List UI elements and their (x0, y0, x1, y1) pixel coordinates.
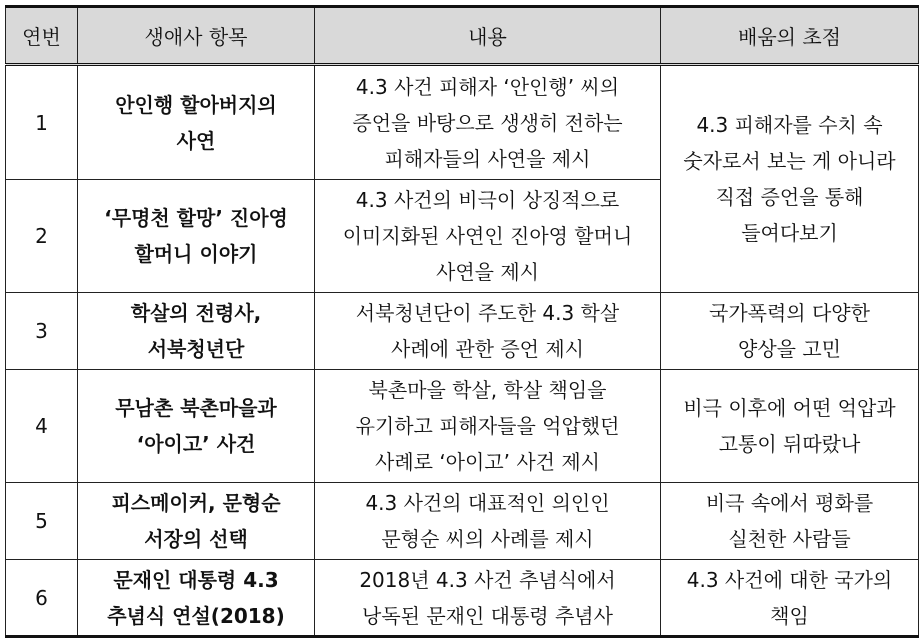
item-line: 학살의 전령사, (130, 301, 262, 325)
row-content (315, 370, 661, 483)
header-number: 연번 (6, 7, 78, 65)
row-number: 6 (6, 560, 78, 637)
content-line: 증언을 바탕으로 생생히 전하는 (352, 110, 623, 135)
item-line: 서북청년단 (147, 337, 245, 361)
focus-line: 직접 증언을 통해 (715, 185, 864, 209)
content-line: 이미지화된 사연인 진아영 할머니 (342, 224, 633, 248)
row-content (315, 180, 661, 293)
row-item (78, 180, 315, 293)
content-line: 유기하고 피해자들을 억압했던 (355, 414, 620, 438)
row-item (78, 483, 315, 560)
row-content (315, 65, 661, 180)
row-item (78, 560, 315, 637)
row-number: 5 (6, 483, 78, 560)
item-line: 할머니 이야기 (134, 242, 258, 266)
item-line: 안인행 할아버지의 (115, 92, 277, 117)
content-line: 피해자들의 사연을 제시 (384, 146, 591, 171)
row-number: 3 (6, 293, 78, 370)
row-item (78, 293, 315, 370)
content-line: 낭독된 문재인 대통령 추념사 (362, 603, 613, 628)
focus-line: 실천한 사람들 (728, 527, 851, 551)
life-history-table (5, 5, 919, 638)
content-line: 문형순 씨의 사례를 제시 (381, 527, 594, 551)
focus-line: 숫자로서 보는 게 아니라 (683, 149, 896, 173)
row-content (315, 293, 661, 370)
row-number: 1 (6, 65, 78, 180)
table-row (6, 370, 919, 483)
header-content: 내용 (315, 7, 661, 65)
focus-line: 비극 이후에 어떤 억압과 (683, 396, 896, 420)
item-line: 사연 (176, 128, 216, 153)
table-row (6, 560, 919, 637)
row-content (315, 483, 661, 560)
row-focus (661, 370, 919, 483)
table-row (6, 293, 919, 370)
focus-line: 국가폭력의 다양한 (709, 301, 870, 325)
table-container (5, 5, 919, 638)
item-line: ‘무명천 할망’ 진아영 (104, 206, 288, 230)
item-line: 추념식 연설(2018) (107, 603, 285, 628)
content-line: 4.3 사건의 대표적인 의인인 (365, 491, 610, 515)
row-content (315, 560, 661, 637)
focus-line: 책임 (770, 603, 809, 628)
row-focus (661, 560, 919, 637)
row-number: 2 (6, 180, 78, 293)
content-line: 4.3 사건의 비극이 상징적으로 (355, 188, 620, 212)
focus-line: 4.3 피해자를 수치 속 (696, 113, 883, 137)
row-focus (661, 293, 919, 370)
table-row (6, 483, 919, 560)
item-line: 서장의 선택 (144, 527, 248, 551)
table-row (6, 65, 919, 180)
content-line: 2018년 4.3 사건 추념식에서 (359, 567, 616, 592)
focus-line: 들여다보기 (741, 221, 838, 245)
row-item (78, 65, 315, 180)
item-line: 무남촌 북촌마을과 (115, 396, 277, 420)
focus-line: 4.3 사건에 대한 국가의 (686, 567, 893, 592)
row-focus (661, 483, 919, 560)
row-focus-merged (661, 65, 919, 293)
row-number: 4 (6, 370, 78, 483)
row-item (78, 370, 315, 483)
focus-line: 비극 속에서 평화를 (705, 491, 874, 515)
header-row (6, 7, 919, 65)
item-line: 문재인 대통령 4.3 (113, 567, 279, 592)
header-item: 생애사 항목 (78, 7, 315, 65)
focus-line: 양상을 고민 (738, 337, 841, 361)
content-line: 사연을 제시 (436, 260, 539, 284)
item-line: ‘아이고’ 사건 (136, 432, 256, 456)
focus-line: 고통이 뒤따랐나 (718, 432, 861, 456)
header-focus: 배움의 초점 (661, 7, 919, 65)
content-line: 4.3 사건 피해자 ‘안인행’ 씨의 (355, 74, 620, 99)
content-line: 사례에 관한 증언 제시 (391, 337, 584, 361)
item-line: 피스메이커, 문형순 (111, 491, 281, 515)
content-line: 서북청년단이 주도한 4.3 학살 (355, 301, 620, 325)
content-line: 북촌마을 학살, 학살 책임을 (368, 378, 607, 402)
content-line: 사례로 ‘아이고’ 사건 제시 (375, 450, 600, 474)
